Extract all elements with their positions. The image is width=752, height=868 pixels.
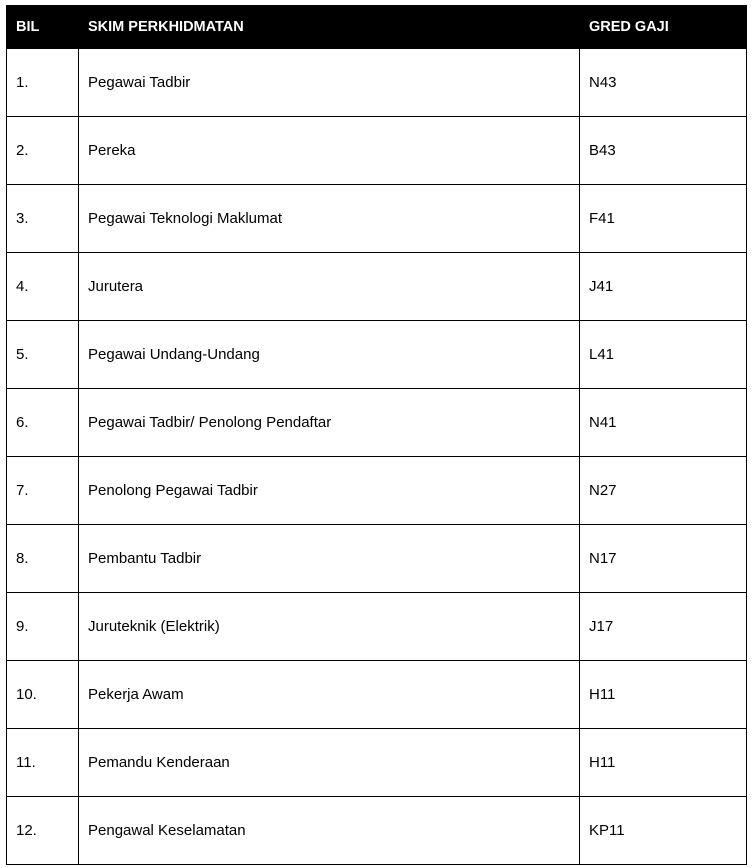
cell-bil: 1. — [7, 49, 79, 117]
table-row — [7, 49, 747, 117]
cell-skim-perkhidmatan: Penolong Pegawai Tadbir — [79, 457, 580, 525]
cell-bil: 9. — [7, 593, 79, 661]
table-row — [7, 593, 747, 661]
cell-bil: 3. — [7, 185, 79, 253]
cell-skim-perkhidmatan: Pembantu Tadbir — [79, 525, 580, 593]
cell-gred-gaji: F41 — [580, 185, 747, 253]
grade-table — [6, 5, 747, 865]
cell-skim-perkhidmatan: Pegawai Teknologi Maklumat — [79, 185, 580, 253]
cell-skim-perkhidmatan: Pemandu Kenderaan — [79, 729, 580, 797]
table-row — [7, 321, 747, 389]
cell-bil: 11. — [7, 729, 79, 797]
cell-skim-perkhidmatan: Pengawal Keselamatan — [79, 797, 580, 865]
cell-gred-gaji: H11 — [580, 661, 747, 729]
cell-skim-perkhidmatan: Pegawai Undang-Undang — [79, 321, 580, 389]
cell-bil: 5. — [7, 321, 79, 389]
cell-bil: 2. — [7, 117, 79, 185]
table-header — [7, 6, 747, 49]
cell-bil: 8. — [7, 525, 79, 593]
cell-skim-perkhidmatan: Jurutera — [79, 253, 580, 321]
table-row — [7, 389, 747, 457]
cell-gred-gaji: N17 — [580, 525, 747, 593]
cell-skim-perkhidmatan: Juruteknik (Elektrik) — [79, 593, 580, 661]
cell-bil: 7. — [7, 457, 79, 525]
cell-gred-gaji: J17 — [580, 593, 747, 661]
cell-bil: 12. — [7, 797, 79, 865]
header-bil: BIL — [7, 6, 79, 49]
cell-gred-gaji: N27 — [580, 457, 747, 525]
cell-skim-perkhidmatan: Pegawai Tadbir — [79, 49, 580, 117]
cell-skim-perkhidmatan: Pegawai Tadbir/ Penolong Pendaftar — [79, 389, 580, 457]
table-row — [7, 729, 747, 797]
header-row — [7, 6, 747, 49]
header-gred-gaji: GRED GAJI — [580, 6, 747, 49]
table-row — [7, 525, 747, 593]
cell-gred-gaji: H11 — [580, 729, 747, 797]
table-row — [7, 253, 747, 321]
cell-bil: 6. — [7, 389, 79, 457]
cell-bil: 10. — [7, 661, 79, 729]
table-row — [7, 457, 747, 525]
table-row — [7, 797, 747, 865]
header-skim-perkhidmatan: SKIM PERKHIDMATAN — [79, 6, 580, 49]
cell-gred-gaji: KP11 — [580, 797, 747, 865]
cell-bil: 4. — [7, 253, 79, 321]
cell-gred-gaji: J41 — [580, 253, 747, 321]
cell-skim-perkhidmatan: Pereka — [79, 117, 580, 185]
cell-gred-gaji: N41 — [580, 389, 747, 457]
cell-skim-perkhidmatan: Pekerja Awam — [79, 661, 580, 729]
table-row — [7, 661, 747, 729]
cell-gred-gaji: L41 — [580, 321, 747, 389]
table-row — [7, 185, 747, 253]
cell-gred-gaji: B43 — [580, 117, 747, 185]
cell-gred-gaji: N43 — [580, 49, 747, 117]
table-body — [7, 49, 747, 865]
table-row — [7, 117, 747, 185]
